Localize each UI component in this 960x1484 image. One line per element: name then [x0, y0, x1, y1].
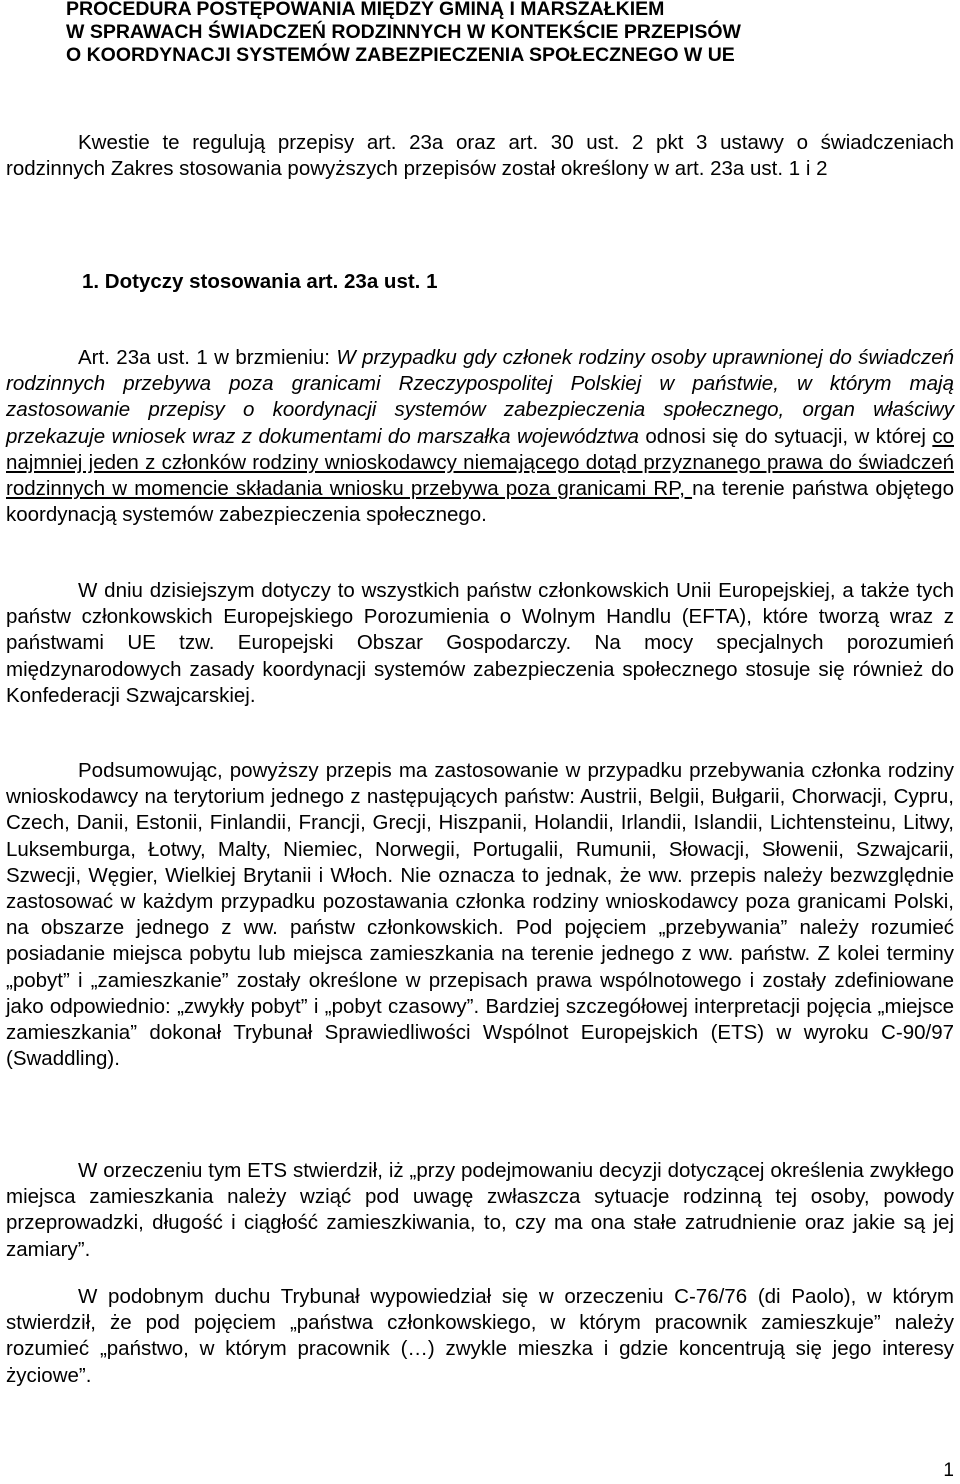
section-heading: 1. Dotyczy stosowania art. 23a ust. 1 — [82, 270, 438, 293]
dipaolo-paragraph: W podobnym duchu Trybunał wypowiedział się w orzeczeniu C-76/76 (di Paolo), w którym stwierdził, że pod pojęciem „państwa członkowskiego, w którym pracownik zamieszkuje” należy rozumieć „państwo, w którym pracownik (…) zwykle mieszka i gdzie koncentrują się jego interesy życiowe”. — [6, 1285, 954, 1387]
article-middle: odnosi się do sytuacji, w której — [638, 424, 933, 448]
title-line-2: W SPRAWACH ŚWIADCZEŃ RODZINNYCH W KONTEKŚCIE PRZEPISÓW — [66, 21, 741, 43]
intro-paragraph: Kwestie te regulują przepisy art. 23a oraz art. 30 ust. 2 pkt 3 ustawy o świadczeniach rodzinnych Zakres stosowania powyższych przepisów został określony w art. 23a ust. 1 i 2 — [6, 131, 954, 181]
page-number: 1 — [943, 1460, 954, 1481]
article-lead: Art. 23a ust. 1 w brzmieniu: — [78, 346, 337, 369]
ets-paragraph: W orzeczeniu tym ETS stwierdził, iż „przy podejmowaniu decyzji dotyczącej określenia zwykłego miejsca zamieszkania należy wziąć pod uwagę zwłaszcza sytuacje rodzinną tej osoby, powody przeprowadzki, długość i ciągłość zamieszkiwania, to, czy ma ona stałe zatrudnienie oraz jakie są jej zamiary”. — [6, 1159, 954, 1261]
title-line-3: O KOORDYNACJI SYSTEMÓW ZABEZPIECZENIA SPOŁECZNEGO W UE — [66, 44, 735, 66]
eu-paragraph: W dniu dzisiejszym dotyczy to wszystkich państw członkowskich Unii Europejskiej, a także tych państw członkowskich Europejskiego Porozumienia o Wolnym Handlu (EFTA), które tworzą wraz z państwami UE tzw. Europejski Obszar Gospodarczy. Na mocy specjalnych porozumień międzynarodowych zasady koordynacji systemów zabezpieczenia społecznego stosuje się również do Konfederacji Szwajcarskiej. — [6, 579, 954, 707]
article-quote: W przypadku gdy członek rodziny osoby uprawnionej do świadczeń rodzinnych przebywa poza granicami Rzeczypospolitej Polskiej w państwie, w którym mają zastosowanie przepisy o koordynacji systemów zabezpieczenia społecznego, organ właściwy przekazuje wniosek wraz z dokumentami do marszałka województwa — [6, 346, 954, 448]
article-paragraph — [6, 345, 954, 528]
document-title — [66, 0, 896, 67]
article-underlined-text: co najmniej jeden z członków rodziny wnioskodawcy niemającego dotąd przyznanego prawa do świadczeń rodzinnych w momencie składania wniosku przebywa poza granicami RP, — [6, 424, 954, 501]
summary-paragraph: Podsumowując, powyższy przepis ma zastosowanie w przypadku przebywania członka rodziny wnioskodawcy na terytorium jednego z następujących państw: Austrii, Belgii, Bułgarii, Chorwacji, Cypru, Czech, Danii, Estonii, Finlandii, Francji, Grecji, Hiszpanii, Holandii, Irlandii, Islandii, Lichtensteinu, Litwy, Luksemburga, Łotwy, Malty, Niemiec, Norwegii, Portugalii, Rumunii, Słowacji, Słowenii, Szwajcarii, Szwecji, Węgier, Wielkiej Brytanii i Włoch. Nie oznacza to jednak, że ww. przepis należy bezwzględnie zastosować w każdym przypadku pozostawania członka rodziny wnioskodawcy poza granicami Polski, na obszarze jednego z ww. państw członkowskich. Pod pojęciem „przebywania” należy rozumieć posiadanie miejsca pobytu lub miejsca zamieszkania na terenie jednego z ww. państw. Z kolei terminy „pobyt” i „zamieszkanie” zostały określone w przepisach prawa wspólnotowego i zostały zdefiniowane jako odpowiednio: „zwykły pobyt” i „pobyt czasowy”. Bardziej szczegółowej interpretacji pojęcia „miejsce zamieszkania” dokonał Trybunał Sprawiedliwości Wspólnot Europejskich (ETS) w wyroku C-90/97 (Swaddling). — [6, 759, 954, 1071]
article-tail: na terenie państwa objętego koordynacją systemów zabezpieczenia społecznego. — [6, 477, 954, 527]
title-line-1: PROCEDURA POSTĘPOWANIA MIĘDZY GMINĄ I MARSZAŁKIEM — [66, 0, 665, 20]
